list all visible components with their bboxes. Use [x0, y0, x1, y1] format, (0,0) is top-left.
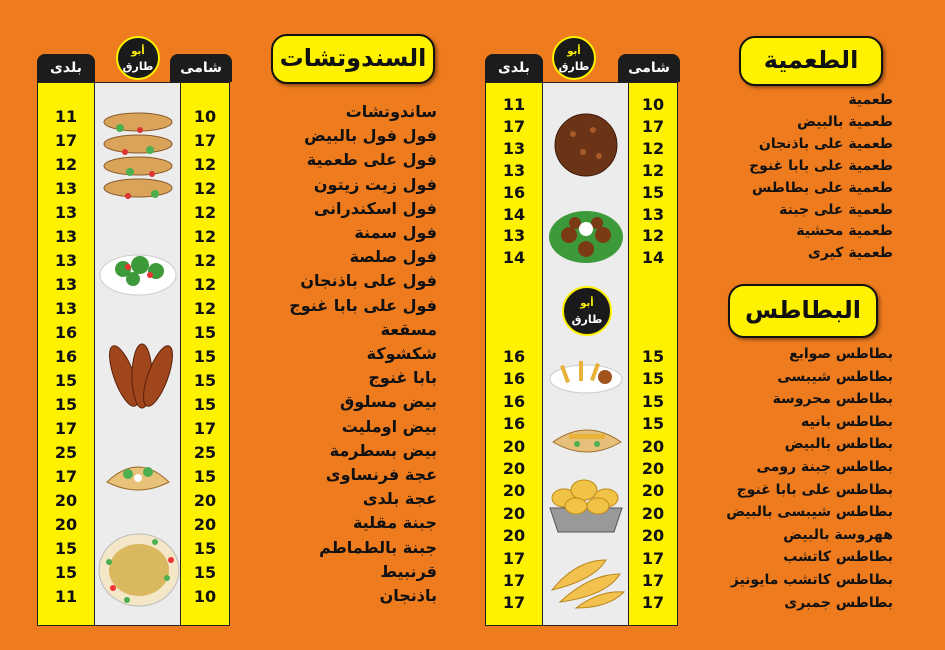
price-cell: 17: [641, 571, 665, 590]
price-cell: 16: [502, 369, 526, 389]
menu-item: بطاطس محروسة: [772, 391, 893, 408]
price-cell: 17: [641, 116, 665, 136]
salad-image: [98, 245, 178, 297]
price-cell: 17: [641, 593, 665, 613]
price-cell: 17: [502, 571, 526, 590]
price-cell: 13: [641, 204, 665, 224]
menu-item: طعمية على بابا غنوج: [749, 157, 893, 174]
price-cell: 20: [641, 503, 665, 523]
middle-shami-column: [628, 82, 678, 626]
price-cell: 13: [54, 299, 78, 318]
price-cell: 16: [502, 391, 526, 411]
menu-item: فول فول بالبيض: [304, 126, 437, 146]
potatoes-title: البطاطس: [728, 284, 878, 338]
price-cell: 15: [641, 347, 665, 366]
menu-item: جبنة مقلية: [352, 513, 437, 533]
menu-item: فول اسكندرانى: [313, 198, 437, 218]
menu-item: طعمية على باذنجان: [758, 135, 893, 152]
menu-item: بيض بسطرمة: [329, 440, 437, 460]
price-cell: 17: [641, 548, 665, 568]
sandwich-shami-column: [180, 82, 230, 626]
price-cell: 20: [502, 526, 526, 546]
price-cell: 16: [502, 182, 526, 202]
price-cell: 16: [54, 323, 78, 342]
menu-item: بطاطس جمبرى: [784, 594, 893, 611]
menu-item: طعمية بالبيض: [797, 113, 893, 130]
sandwich-baladi-header: بلدى: [37, 54, 95, 82]
price-cell: 17: [54, 419, 78, 438]
price-cell: 14: [502, 248, 526, 268]
price-cell: 14: [641, 248, 665, 268]
price-cell: 15: [193, 467, 217, 486]
menu-item: طعمية: [848, 92, 893, 108]
menu-item: فول على باذنجان: [300, 271, 437, 291]
price-cell: 15: [193, 371, 217, 390]
price-cell: 20: [641, 526, 665, 546]
price-cell: 20: [502, 481, 526, 501]
price-cell: 11: [502, 95, 526, 114]
menu-item: طعمية على جبنة: [779, 201, 893, 218]
price-cell: 20: [54, 515, 78, 534]
menu-item: بطاطس جبنة رومى: [756, 459, 893, 475]
price-cell: 15: [193, 395, 217, 414]
price-cell: 15: [641, 414, 665, 434]
price-cell: 12: [193, 275, 217, 294]
price-cell: 12: [193, 227, 217, 246]
brand-logo-middle: [562, 286, 612, 336]
price-cell: 17: [193, 131, 217, 150]
menu-item: بطاطس بانيه: [801, 413, 893, 430]
menu-item: فول على طعمية: [306, 150, 437, 170]
price-cell: 17: [54, 131, 78, 150]
menu-item: عجة بلدى: [362, 489, 437, 509]
menu-item: بطاطس على بابا غنوج: [736, 481, 893, 498]
sandwich-baladi-column: [37, 82, 95, 626]
price-cell: 20: [502, 503, 526, 523]
menu-item: فول سمنة: [354, 223, 437, 242]
price-cell: 13: [54, 275, 78, 294]
price-cell: 15: [54, 395, 78, 414]
price-cell: 12: [193, 155, 217, 174]
menu-item: فول على بابا غنوج: [289, 295, 437, 315]
price-cell: 13: [54, 203, 78, 222]
menu-item: بطاطس شيبسى: [777, 368, 893, 385]
price-cell: 25: [193, 443, 217, 462]
fries-wrap-image: [549, 420, 625, 460]
price-cell: 13: [54, 251, 78, 270]
menu-item: بيض اومليت: [341, 416, 437, 436]
taameya-title: الطعمية: [739, 36, 883, 86]
menu-item: طعمية محشية: [796, 223, 893, 240]
omelette-plate-image: [97, 532, 181, 608]
price-cell: 13: [502, 160, 526, 180]
middle-baladi-header: بلدى: [485, 54, 543, 82]
menu-item: باذنجان: [379, 586, 437, 605]
price-cell: 11: [54, 587, 78, 606]
price-cell: 12: [193, 179, 217, 198]
price-cell: 15: [54, 539, 78, 558]
price-cell: 17: [502, 116, 526, 136]
price-cell: 13: [54, 179, 78, 198]
menu-item: بابا غنوج: [368, 368, 437, 388]
menu-item: فول صلصة: [349, 247, 437, 267]
price-cell: 15: [641, 391, 665, 411]
menu-item: طعمية كيرى: [808, 245, 893, 262]
price-cell: 10: [193, 107, 217, 126]
brand-logo: [116, 36, 160, 80]
price-cell: 20: [641, 481, 665, 501]
middle-baladi-column: [485, 82, 543, 626]
menu-item: قرنبيط: [380, 561, 437, 581]
price-cell: 20: [641, 459, 665, 478]
menu-item: ههروسة بالبيض: [783, 526, 893, 543]
logo-line1: أبو: [580, 298, 594, 309]
price-cell: 15: [54, 371, 78, 390]
falafel-plate-image: [547, 203, 625, 265]
logo-line2: طارق: [558, 60, 590, 73]
fries-plate-image: [549, 355, 623, 395]
price-cell: 20: [502, 459, 526, 478]
menu-item: بطاطس كاتشب: [783, 549, 893, 566]
menu-item: بطاطس صوابع: [789, 346, 893, 362]
logo-line2: طارق: [571, 313, 603, 326]
sandwich-stack-image: [100, 108, 176, 213]
price-cell: 16: [502, 414, 526, 434]
price-cell: 20: [193, 515, 217, 534]
roasted-eggplant-image: [102, 338, 176, 412]
price-cell: 10: [193, 587, 217, 606]
menu-item: بطاطس بالبيض: [784, 436, 893, 453]
price-cell: 12: [193, 251, 217, 270]
logo-line1: أبو: [131, 46, 145, 57]
menu-item: شكشوكة: [366, 344, 437, 363]
price-cell: 20: [54, 491, 78, 510]
price-cell: 12: [193, 203, 217, 222]
price-cell: 16: [502, 347, 526, 366]
menu-item: جبنة بالطماطم: [319, 537, 437, 557]
price-cell: 17: [54, 467, 78, 486]
price-cell: 15: [641, 182, 665, 202]
price-cell: 13: [502, 138, 526, 158]
menu-item: مسقعة: [380, 319, 437, 339]
brand-logo-top: [552, 36, 596, 80]
menu-item: طعمية على بطاطس: [752, 179, 893, 196]
menu-item: فول زيت زيتون: [313, 174, 437, 194]
price-cell: 15: [641, 369, 665, 389]
price-cell: 17: [502, 548, 526, 568]
price-cell: 17: [193, 419, 217, 438]
sandwich-shami-header: شامى: [170, 54, 232, 82]
price-cell: 11: [54, 107, 78, 126]
menu-item: بطاطس شيبسى بالبيض: [726, 504, 893, 521]
middle-shami-header: شامى: [618, 54, 680, 82]
price-cell: 15: [193, 347, 217, 366]
price-cell: 16: [54, 347, 78, 366]
price-cell: 12: [641, 226, 665, 246]
price-cell: 12: [54, 155, 78, 174]
menu-item: بيض مسلوق: [340, 392, 437, 412]
menu-item: بطاطس كاتشب مايونيز: [730, 572, 893, 588]
price-cell: 15: [193, 539, 217, 558]
price-cell: 12: [641, 138, 665, 158]
menu-item: ساندوتشات: [345, 102, 437, 121]
price-cell: 15: [193, 563, 217, 582]
price-cell: 12: [193, 299, 217, 318]
price-cell: 12: [641, 160, 665, 180]
logo-line1: أبو: [567, 46, 581, 57]
price-cell: 15: [54, 563, 78, 582]
falafel-image: [553, 112, 619, 178]
price-cell: 10: [641, 95, 665, 114]
price-cell: 17: [502, 593, 526, 613]
price-cell: 14: [502, 204, 526, 224]
potato-wedges-image: [546, 550, 626, 610]
price-cell: 20: [193, 491, 217, 510]
price-cell: 20: [641, 436, 665, 456]
menu-item: عجة فرنساوى: [325, 465, 437, 484]
price-cell: 13: [54, 227, 78, 246]
price-cell: 13: [502, 226, 526, 246]
price-cell: 15: [193, 323, 217, 342]
chips-basket-image: [544, 474, 628, 534]
wrap-sandwich-image: [103, 452, 173, 498]
sandwiches-title: السندوتشات: [271, 34, 435, 84]
price-cell: 25: [54, 443, 78, 462]
logo-line2: طارق: [122, 60, 154, 73]
price-cell: 20: [502, 436, 526, 456]
